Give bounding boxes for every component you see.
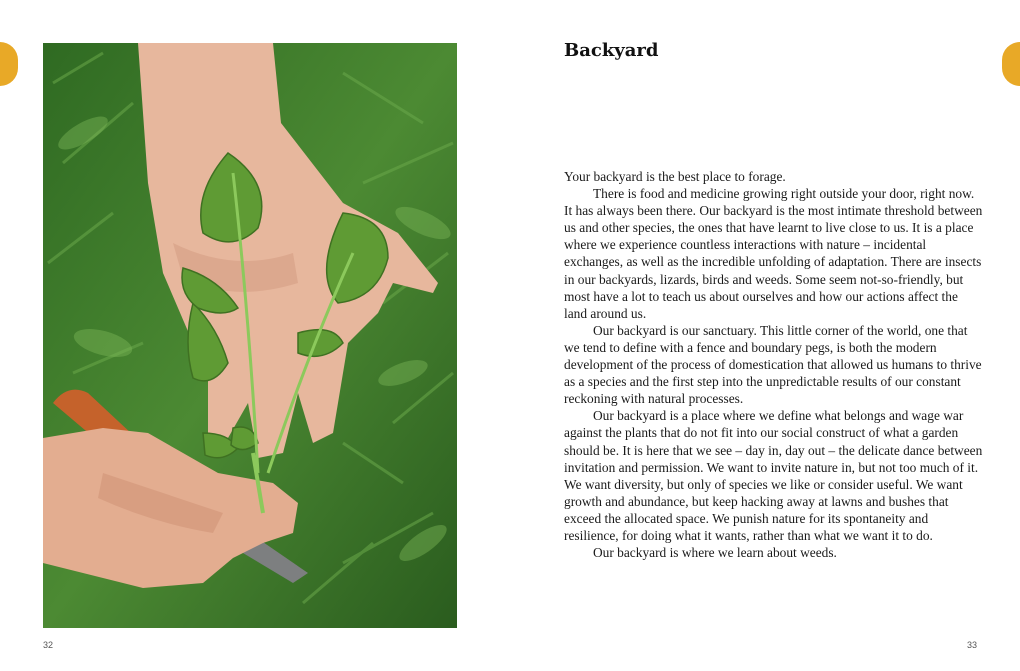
paragraph: Our backyard is where we learn about weeds.: [593, 545, 837, 561]
body-text: [564, 168, 984, 561]
paragraph: There is food and medicine growing right outside your door, right now. It has always been there. Our backyard is the most intimate threshold between us and other species, the ones that have learnt to live close to us. It is a place where we experience countless interactions with nature – incidental exchanges, as well as the incredible unfolding of adaptation. There are insects in our backyards, lizards, birds and weeds. Some seem not-so-friendly, but most have a lot to teach us about ourselves and how our actions affect the land around us.: [564, 186, 983, 321]
photo-hands-holding-weed: [43, 43, 457, 628]
page-number-right: 33: [966, 640, 977, 650]
chapter-tab-left: [0, 42, 18, 86]
page-number-left: 32: [43, 640, 54, 650]
page-title: Backyard: [564, 40, 659, 61]
paragraph: Our backyard is a place where we define what belongs and wage war against the plants that do not fit into our social construct of what a garden should be. It is here that we see – day in, day out – the delicate dance between invitation and permission. We want to invite nature in, but not too much of it. We want diversity, but only of species we like or consider useful. We want growth and abundance, but keep hacking away at lawns and bushes that exceed the allocated space. We punish nature for its spontaneity and resilience, for doing what it wants, rather than what we want it to do.: [564, 408, 983, 543]
paragraph: Your backyard is the best place to forage.: [564, 169, 786, 184]
chapter-tab-right: [1002, 42, 1020, 86]
paragraph: Our backyard is our sanctuary. This little corner of the world, one that we tend to define with a fence and boundary pegs, is both the modern development of the process of domestication that allowed us humans to thrive as a species and the first step into the unpredictable results of our constant reckoning with natural processes.: [564, 322, 982, 407]
